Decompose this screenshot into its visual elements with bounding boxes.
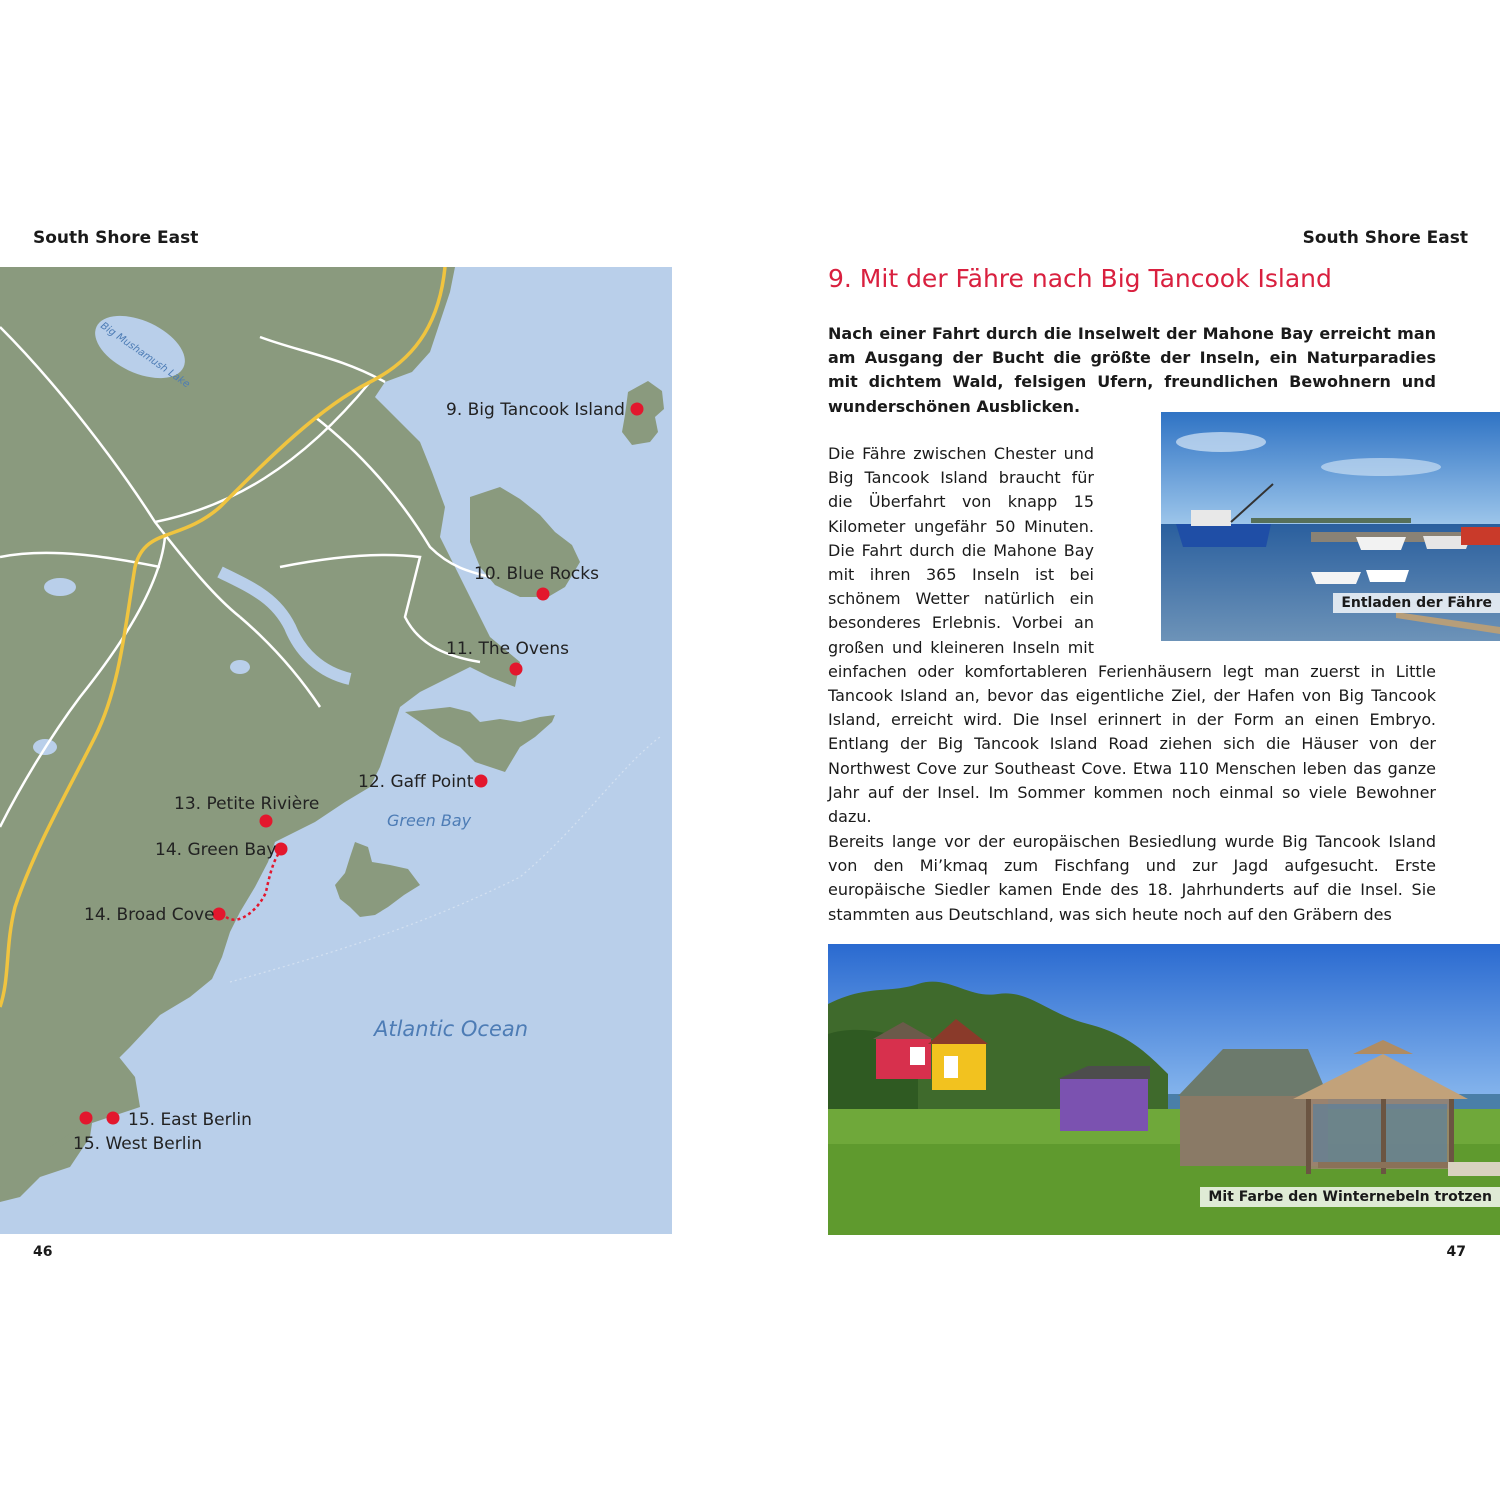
article-title: 9. Mit der Fähre nach Big Tancook Island [828,264,1332,293]
body-paragraph-2: Bereits lange vor der europäischen Besiedlung wurde Big Tancook Island von den Mi’kmaq zum Fischfang und zur Jagd aufgesucht. Erste europäische Siedler kamen Ende des 18. Jahrhunderts auf die Insel. Sie stammten aus Deutschland, was sich heute noch auf den Gräbern des [828,832,1436,924]
text-wrap-spacer [1094,442,1436,643]
body-paragraph-1 [828,442,1436,829]
lead-paragraph: Nach einer Fahrt durch die Inselwelt der Mahone Bay erreicht man am Ausgang der Bucht die größte der Inseln, ein Naturparadies mit dichtem Wald, felsigen Ufern, freundlichen Bewohnern und wunderschönen Ausblicken. [828,324,1436,416]
photo-caption: Entladen der Fähre [1333,593,1500,613]
page-header-right: South Shore East [1302,228,1468,248]
place-label: 14. Broad Cove [84,905,215,925]
place-marker [446,400,644,420]
place-label: 14. Green Bay [155,840,277,860]
green-bay-label: Green Bay [387,811,472,830]
place-label: 13. Petite Rivière [174,794,320,814]
page-number-left: 46 [33,1244,53,1260]
place-label: 15. West Berlin [73,1134,202,1154]
place-marker [358,772,488,792]
place-label: 10. Blue Rocks [474,564,599,584]
place-marker [107,1110,252,1130]
place-label: 9. Big Tancook Island [446,400,625,420]
place-marker [155,840,288,860]
atlantic-ocean-label: Atlantic Ocean [374,1017,529,1041]
lake-label: Big Mushamush Lake [98,320,192,391]
page-header-left: South Shore East [33,228,199,248]
place-label: 12. Gaff Point [358,772,474,792]
region-map [0,267,672,1234]
body-paragraph-1-text: Die Fähre zwischen Chester und Big Tancook Island braucht für die Überfahrt von knapp 15 Kilometer ungefähr 50 Minuten. Die Fahrt durch die Mahone Bay mit ihren 365 Inseln ist bei schönem Wetter natürlich ein besonderes Erlebnis. Vorbei an großen und kleineren Inseln mit einfachen oder komfortableren Ferienhäusern legt man zuerst in Little Tancook Island an, bevor das eigentliche Ziel, der Hafen von Big Tancook Island, erreicht wird. Die Insel erinnert in der Form an einen Embryo. Entlang der Big Tancook Island Road ziehen sich die Häuser von der Northwest Cove zur Southeast Cove. Etwa 110 Menschen leben das ganze Jahr auf der Insel. Im Sommer kommen noch einmal so viele Bewohner dazu. [828,444,1436,827]
place-marker [84,905,226,925]
place-label: 11. The Ovens [446,639,569,659]
place-label: 15. East Berlin [128,1110,252,1130]
photo-colorful-houses [828,944,1500,1235]
page-number-right: 47 [1446,1244,1466,1260]
photo-caption: Mit Farbe den Winternebeln trotzen [1200,1187,1500,1207]
